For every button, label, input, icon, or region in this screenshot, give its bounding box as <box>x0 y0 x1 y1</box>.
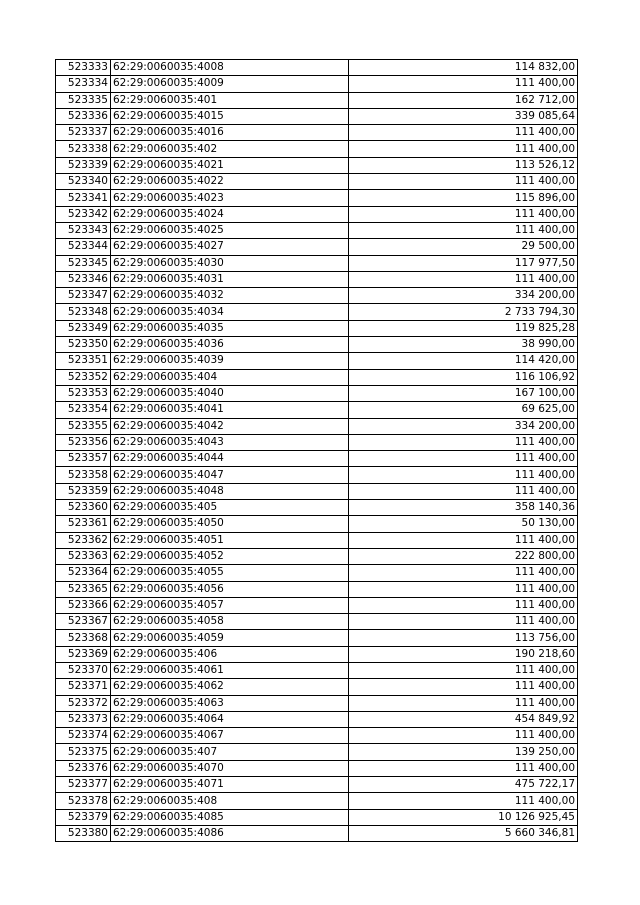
row-id-cell: 523363 <box>56 548 111 564</box>
table-row <box>56 157 578 173</box>
row-id-cell: 523357 <box>56 451 111 467</box>
row-id-cell: 523379 <box>56 809 111 825</box>
table-body <box>56 60 578 842</box>
row-id-cell: 523351 <box>56 353 111 369</box>
cadastral-number-cell: 62:29:0060035:4086 <box>111 825 349 841</box>
row-id-cell: 523380 <box>56 825 111 841</box>
table-row <box>56 337 578 353</box>
value-cell: 111 400,00 <box>349 467 578 483</box>
value-cell: 69 625,00 <box>349 402 578 418</box>
value-cell: 111 400,00 <box>349 695 578 711</box>
value-cell: 111 400,00 <box>349 614 578 630</box>
cadastral-number-cell: 62:29:0060035:4061 <box>111 662 349 678</box>
row-id-cell: 523334 <box>56 76 111 92</box>
table-row <box>56 92 578 108</box>
table-row <box>56 141 578 157</box>
cadastral-number-cell: 62:29:0060035:4058 <box>111 614 349 630</box>
row-id-cell: 523355 <box>56 418 111 434</box>
row-id-cell: 523335 <box>56 92 111 108</box>
value-cell: 114 832,00 <box>349 60 578 76</box>
cadastral-number-cell: 62:29:0060035:4042 <box>111 418 349 434</box>
table-row <box>56 434 578 450</box>
value-cell: 111 400,00 <box>349 565 578 581</box>
table-row <box>56 108 578 124</box>
value-cell: 111 400,00 <box>349 679 578 695</box>
row-id-cell: 523345 <box>56 255 111 271</box>
value-cell: 111 400,00 <box>349 434 578 450</box>
value-cell: 222 800,00 <box>349 548 578 564</box>
row-id-cell: 523333 <box>56 60 111 76</box>
table-row <box>56 679 578 695</box>
table-row <box>56 271 578 287</box>
cadastral-number-cell: 62:29:0060035:4055 <box>111 565 349 581</box>
cadastral-number-cell: 62:29:0060035:4034 <box>111 304 349 320</box>
table-row <box>56 614 578 630</box>
cadastral-number-cell: 62:29:0060035:4059 <box>111 630 349 646</box>
row-id-cell: 523378 <box>56 793 111 809</box>
cadastral-number-cell: 62:29:0060035:4062 <box>111 679 349 695</box>
row-id-cell: 523342 <box>56 206 111 222</box>
cadastral-number-cell: 62:29:0060035:401 <box>111 92 349 108</box>
row-id-cell: 523352 <box>56 369 111 385</box>
table-row <box>56 548 578 564</box>
row-id-cell: 523339 <box>56 157 111 173</box>
row-id-cell: 523371 <box>56 679 111 695</box>
row-id-cell: 523368 <box>56 630 111 646</box>
table-row <box>56 532 578 548</box>
table-row <box>56 809 578 825</box>
value-cell: 111 400,00 <box>349 793 578 809</box>
value-cell: 111 400,00 <box>349 125 578 141</box>
value-cell: 454 849,92 <box>349 711 578 727</box>
value-cell: 111 400,00 <box>349 141 578 157</box>
value-cell: 139 250,00 <box>349 744 578 760</box>
table-row <box>56 125 578 141</box>
row-id-cell: 523337 <box>56 125 111 141</box>
value-cell: 334 200,00 <box>349 288 578 304</box>
table-row <box>56 646 578 662</box>
value-cell: 339 085,64 <box>349 108 578 124</box>
cadastral-number-cell: 62:29:0060035:4023 <box>111 190 349 206</box>
value-cell: 115 896,00 <box>349 190 578 206</box>
cadastral-number-cell: 62:29:0060035:4027 <box>111 239 349 255</box>
table-row <box>56 190 578 206</box>
table-row <box>56 60 578 76</box>
cadastral-number-cell: 62:29:0060035:4009 <box>111 76 349 92</box>
value-cell: 475 722,17 <box>349 777 578 793</box>
value-cell: 50 130,00 <box>349 516 578 532</box>
cadastral-number-cell: 62:29:0060035:4071 <box>111 777 349 793</box>
row-id-cell: 523366 <box>56 597 111 613</box>
value-cell: 111 400,00 <box>349 451 578 467</box>
table-row <box>56 451 578 467</box>
value-cell: 29 500,00 <box>349 239 578 255</box>
data-table <box>55 59 578 842</box>
row-id-cell: 523348 <box>56 304 111 320</box>
cadastral-number-cell: 62:29:0060035:4085 <box>111 809 349 825</box>
table-row <box>56 597 578 613</box>
row-id-cell: 523370 <box>56 662 111 678</box>
cadastral-number-cell: 62:29:0060035:4043 <box>111 434 349 450</box>
value-cell: 358 140,36 <box>349 500 578 516</box>
cadastral-number-cell: 62:29:0060035:402 <box>111 141 349 157</box>
row-id-cell: 523372 <box>56 695 111 711</box>
row-id-cell: 523354 <box>56 402 111 418</box>
cadastral-number-cell: 62:29:0060035:4032 <box>111 288 349 304</box>
table-row <box>56 174 578 190</box>
table-row <box>56 255 578 271</box>
value-cell: 111 400,00 <box>349 760 578 776</box>
row-id-cell: 523344 <box>56 239 111 255</box>
row-id-cell: 523359 <box>56 483 111 499</box>
value-cell: 113 756,00 <box>349 630 578 646</box>
cadastral-number-cell: 62:29:0060035:4057 <box>111 597 349 613</box>
row-id-cell: 523362 <box>56 532 111 548</box>
cadastral-number-cell: 62:29:0060035:4021 <box>111 157 349 173</box>
value-cell: 167 100,00 <box>349 385 578 401</box>
cadastral-number-cell: 62:29:0060035:4064 <box>111 711 349 727</box>
value-cell: 114 420,00 <box>349 353 578 369</box>
value-cell: 111 400,00 <box>349 483 578 499</box>
table-row <box>56 744 578 760</box>
table-row <box>56 418 578 434</box>
value-cell: 162 712,00 <box>349 92 578 108</box>
cadastral-number-cell: 62:29:0060035:4016 <box>111 125 349 141</box>
row-id-cell: 523364 <box>56 565 111 581</box>
row-id-cell: 523343 <box>56 222 111 238</box>
value-cell: 10 126 925,45 <box>349 809 578 825</box>
value-cell: 111 400,00 <box>349 532 578 548</box>
table-row <box>56 467 578 483</box>
value-cell: 2 733 794,30 <box>349 304 578 320</box>
row-id-cell: 523361 <box>56 516 111 532</box>
cadastral-number-cell: 62:29:0060035:4024 <box>111 206 349 222</box>
cadastral-number-cell: 62:29:0060035:4047 <box>111 467 349 483</box>
row-id-cell: 523350 <box>56 337 111 353</box>
value-cell: 111 400,00 <box>349 222 578 238</box>
table-row <box>56 206 578 222</box>
value-cell: 38 990,00 <box>349 337 578 353</box>
cadastral-number-cell: 62:29:0060035:4067 <box>111 728 349 744</box>
cadastral-number-cell: 62:29:0060035:4040 <box>111 385 349 401</box>
table-row <box>56 239 578 255</box>
table-row <box>56 662 578 678</box>
cadastral-number-cell: 62:29:0060035:4015 <box>111 108 349 124</box>
table-row <box>56 711 578 727</box>
row-id-cell: 523360 <box>56 500 111 516</box>
table-row <box>56 565 578 581</box>
row-id-cell: 523353 <box>56 385 111 401</box>
cadastral-number-cell: 62:29:0060035:406 <box>111 646 349 662</box>
cadastral-number-cell: 62:29:0060035:4056 <box>111 581 349 597</box>
row-id-cell: 523338 <box>56 141 111 157</box>
value-cell: 111 400,00 <box>349 581 578 597</box>
value-cell: 111 400,00 <box>349 271 578 287</box>
row-id-cell: 523374 <box>56 728 111 744</box>
row-id-cell: 523356 <box>56 434 111 450</box>
table-row <box>56 288 578 304</box>
cadastral-number-cell: 62:29:0060035:4050 <box>111 516 349 532</box>
cadastral-number-cell: 62:29:0060035:4041 <box>111 402 349 418</box>
value-cell: 190 218,60 <box>349 646 578 662</box>
value-cell: 5 660 346,81 <box>349 825 578 841</box>
row-id-cell: 523349 <box>56 320 111 336</box>
value-cell: 117 977,50 <box>349 255 578 271</box>
value-cell: 116 106,92 <box>349 369 578 385</box>
cadastral-number-cell: 62:29:0060035:4048 <box>111 483 349 499</box>
row-id-cell: 523336 <box>56 108 111 124</box>
row-id-cell: 523375 <box>56 744 111 760</box>
value-cell: 111 400,00 <box>349 174 578 190</box>
cadastral-number-cell: 62:29:0060035:4036 <box>111 337 349 353</box>
cadastral-number-cell: 62:29:0060035:408 <box>111 793 349 809</box>
row-id-cell: 523341 <box>56 190 111 206</box>
row-id-cell: 523346 <box>56 271 111 287</box>
cadastral-number-cell: 62:29:0060035:4022 <box>111 174 349 190</box>
table-row <box>56 695 578 711</box>
cadastral-number-cell: 62:29:0060035:4051 <box>111 532 349 548</box>
cadastral-number-cell: 62:29:0060035:4031 <box>111 271 349 287</box>
row-id-cell: 523376 <box>56 760 111 776</box>
value-cell: 334 200,00 <box>349 418 578 434</box>
table-row <box>56 353 578 369</box>
cadastral-number-cell: 62:29:0060035:405 <box>111 500 349 516</box>
cadastral-number-cell: 62:29:0060035:4025 <box>111 222 349 238</box>
value-cell: 113 526,12 <box>349 157 578 173</box>
value-cell: 111 400,00 <box>349 76 578 92</box>
cadastral-number-cell: 62:29:0060035:4035 <box>111 320 349 336</box>
value-cell: 111 400,00 <box>349 662 578 678</box>
table-row <box>56 630 578 646</box>
cadastral-number-cell: 62:29:0060035:407 <box>111 744 349 760</box>
table-row <box>56 760 578 776</box>
table-row <box>56 825 578 841</box>
table-row <box>56 320 578 336</box>
table-row <box>56 483 578 499</box>
table-row <box>56 777 578 793</box>
row-id-cell: 523367 <box>56 614 111 630</box>
cadastral-number-cell: 62:29:0060035:4039 <box>111 353 349 369</box>
cadastral-number-cell: 62:29:0060035:4008 <box>111 60 349 76</box>
table-row <box>56 369 578 385</box>
row-id-cell: 523347 <box>56 288 111 304</box>
row-id-cell: 523373 <box>56 711 111 727</box>
row-id-cell: 523365 <box>56 581 111 597</box>
table-row <box>56 516 578 532</box>
table-row <box>56 222 578 238</box>
value-cell: 119 825,28 <box>349 320 578 336</box>
table-row <box>56 304 578 320</box>
table-row <box>56 76 578 92</box>
cadastral-number-cell: 62:29:0060035:4052 <box>111 548 349 564</box>
table-row <box>56 500 578 516</box>
row-id-cell: 523369 <box>56 646 111 662</box>
row-id-cell: 523340 <box>56 174 111 190</box>
table-row <box>56 402 578 418</box>
value-cell: 111 400,00 <box>349 206 578 222</box>
table-row <box>56 581 578 597</box>
cadastral-number-cell: 62:29:0060035:4063 <box>111 695 349 711</box>
cadastral-number-cell: 62:29:0060035:4030 <box>111 255 349 271</box>
table-row <box>56 728 578 744</box>
value-cell: 111 400,00 <box>349 597 578 613</box>
cadastral-number-cell: 62:29:0060035:404 <box>111 369 349 385</box>
row-id-cell: 523377 <box>56 777 111 793</box>
row-id-cell: 523358 <box>56 467 111 483</box>
table-row <box>56 385 578 401</box>
value-cell: 111 400,00 <box>349 728 578 744</box>
cadastral-number-cell: 62:29:0060035:4044 <box>111 451 349 467</box>
cadastral-number-cell: 62:29:0060035:4070 <box>111 760 349 776</box>
table-row <box>56 793 578 809</box>
